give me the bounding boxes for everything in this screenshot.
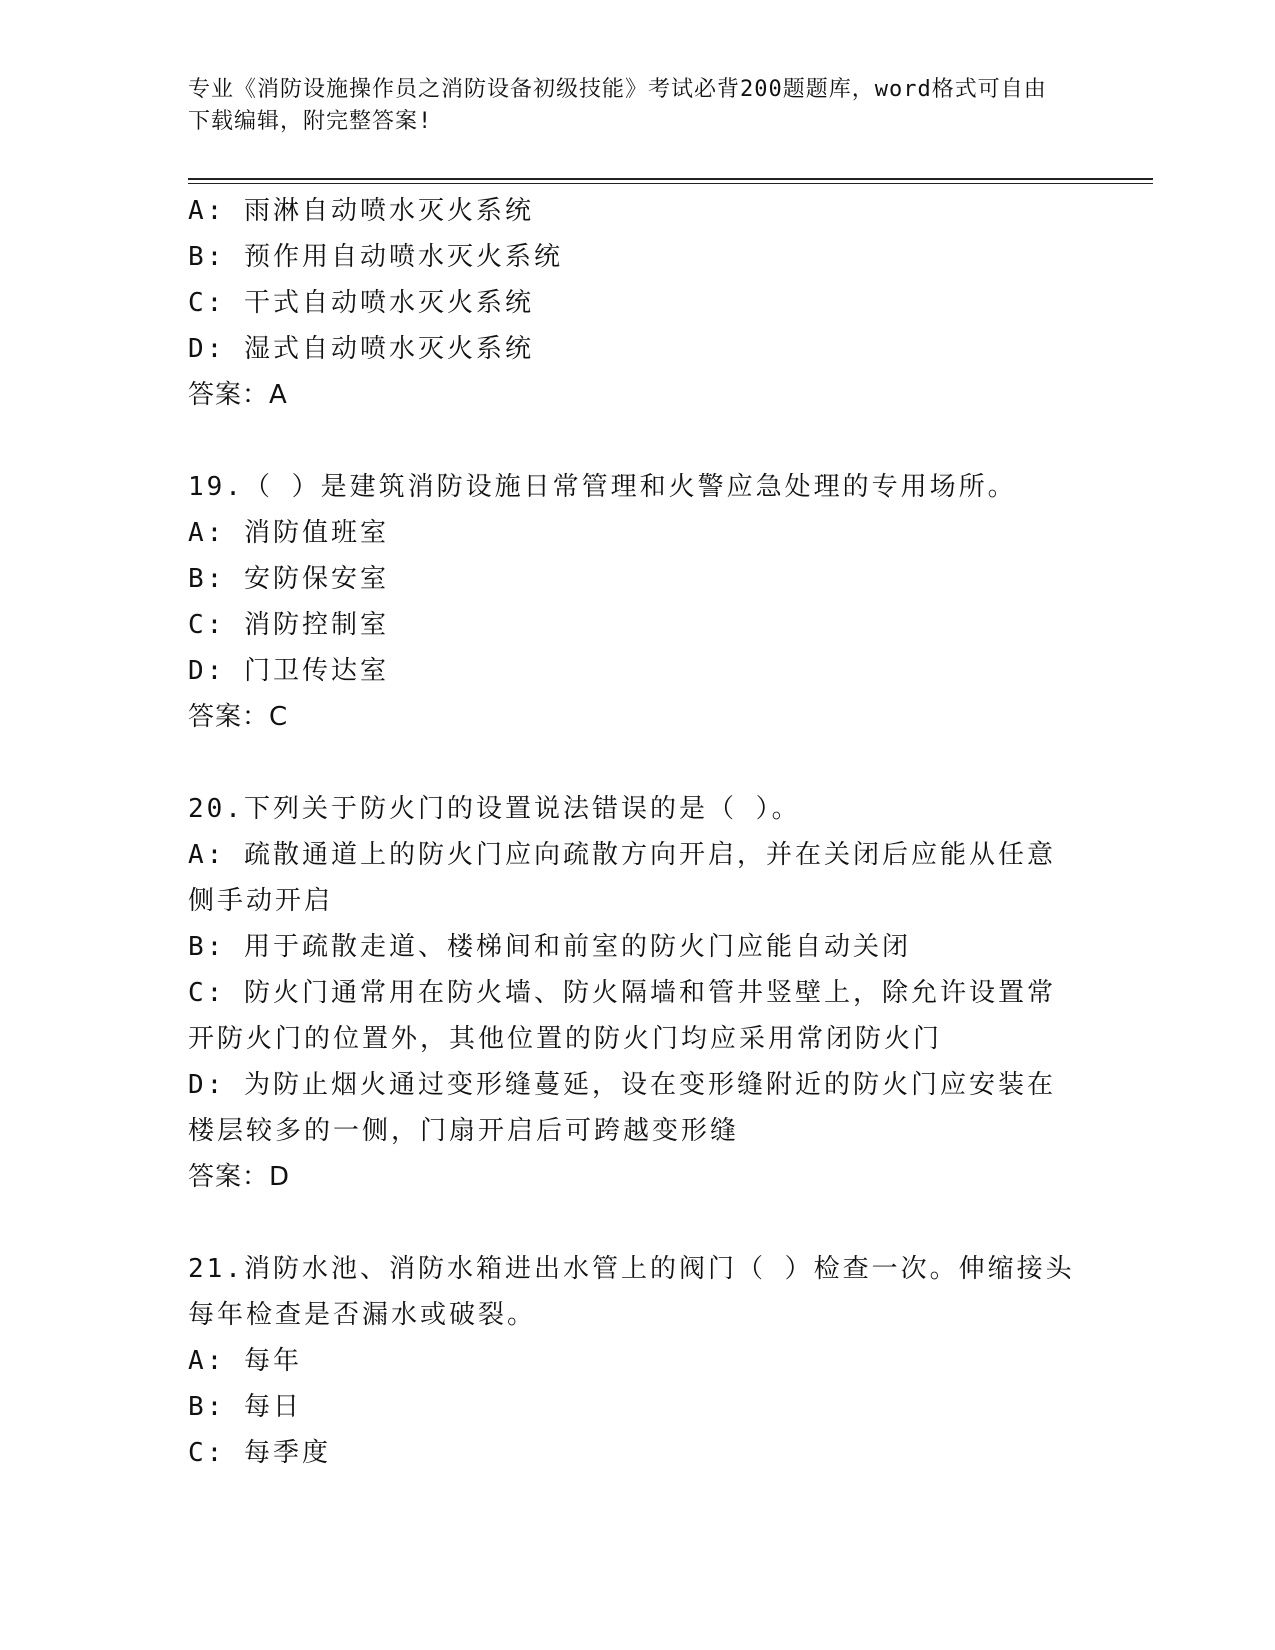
answer: 答案：D — [188, 1162, 291, 1192]
question-20-block — [188, 786, 1078, 1200]
question-stem: 19.（ ）是建筑消防设施日常管理和火警应急处理的专用场所。 — [188, 472, 1017, 502]
question-21-block — [188, 1246, 1078, 1476]
question-18-block — [188, 188, 1078, 418]
question-stem: 20.下列关于防火门的设置说法错误的是（ ）。 — [188, 794, 801, 824]
question-19-block — [188, 464, 1078, 740]
option-c: C: 干式自动喷水灭火系统 — [188, 288, 534, 318]
option-a: A: 每年 — [188, 1346, 302, 1376]
option-d: D: 湿式自动喷水灭火系统 — [188, 334, 534, 364]
option-a: A: 消防值班室 — [188, 518, 389, 548]
header-rule-thick — [188, 178, 1153, 180]
document-header: 专业《消防设施操作员之消防设备初级技能》考试必背200题题库，word格式可自由下载编辑，附完整答案! — [188, 77, 1047, 134]
spacer — [188, 1200, 1078, 1246]
option-c: C: 每季度 — [188, 1438, 331, 1468]
question-stem: 21.消防水池、消防水箱进出水管上的阀门（ ）检查一次。伸缩接头每年检查是否漏水或破裂。 — [188, 1254, 1075, 1330]
answer: 答案：C — [188, 702, 289, 732]
question-list — [188, 188, 1078, 1476]
option-a: A: 雨淋自动喷水灭火系统 — [188, 196, 534, 226]
spacer — [188, 418, 1078, 464]
header-rule-thin — [188, 183, 1153, 184]
option-a: A: 疏散通道上的防火门应向疏散方向开启，并在关闭后应能从任意侧手动开启 — [188, 840, 1056, 916]
option-b: B: 用于疏散走道、楼梯间和前室的防火门应能自动关闭 — [188, 932, 911, 962]
option-b: B: 安防保安室 — [188, 564, 389, 594]
option-d: D: 门卫传达室 — [188, 656, 389, 686]
answer: 答案：A — [188, 380, 288, 410]
option-b: B: 预作用自动喷水灭火系统 — [188, 242, 563, 272]
spacer — [188, 740, 1078, 786]
option-c: C: 防火门通常用在防火墙、防火隔墙和管井竖壁上，除允许设置常开防火门的位置外，其他位置的防火门均应采用常闭防火门 — [188, 978, 1056, 1054]
option-d: D: 为防止烟火通过变形缝蔓延，设在变形缝附近的防火门应安装在楼层较多的一侧，门扇开启后可跨越变形缝 — [188, 1070, 1056, 1146]
option-b: B: 每日 — [188, 1392, 302, 1422]
option-c: C: 消防控制室 — [188, 610, 389, 640]
